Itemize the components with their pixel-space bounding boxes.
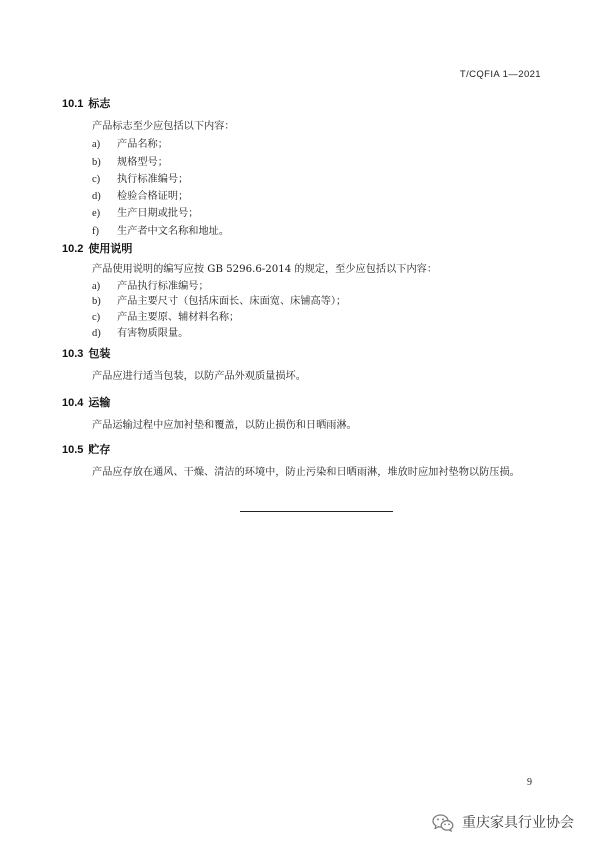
end-divider [240,511,393,512]
section-number: 10.5 [62,444,84,456]
section-heading [62,346,110,362]
section-paragraph: 产品运输过程中应加衬垫和覆盖，以防止损伤和日晒雨淋。 [92,420,357,431]
list-item-text: 执行标准编号； [117,174,189,185]
list-item-text: 有害物质限量。 [117,328,189,339]
list-marker: d) [92,191,101,202]
list-marker: f) [92,226,99,237]
list-item-text: 生产日期或批号； [117,208,199,219]
list-item [92,279,209,295]
list-item-text: 规格型号； [117,157,168,168]
list-item [92,206,199,222]
section-paragraph: 产品标志至少应包括以下内容： [92,121,235,132]
list-item [92,326,188,342]
list-marker: a) [92,281,101,292]
list-item-text: 产品执行标准编号； [117,281,209,292]
section-title: 贮存 [88,443,111,456]
section-heading [62,96,110,112]
list-item [92,172,188,188]
list-item [92,155,168,171]
list-marker: e) [92,208,101,219]
section-title: 运输 [88,396,111,409]
list-item-text: 产品名称； [117,139,168,150]
page-number: 9 [527,777,532,788]
section-title: 使用说明 [88,242,133,255]
list-marker: b) [92,296,101,307]
section-number: 10.3 [62,348,84,360]
section-paragraph: 产品应存放在通风、干燥、清洁的环境中，防止污染和日晒雨淋，堆放时应加衬垫物以防压损。 [92,467,520,478]
list-item-text: 检验合格证明； [117,191,189,202]
list-item [92,310,239,326]
wechat-icon [432,814,454,832]
list-marker: c) [92,174,101,185]
section-heading [62,241,132,257]
section-heading [62,395,110,411]
list-item [92,189,188,205]
watermark-text: 重庆家具行业协会 [462,815,574,831]
standard-code: T/CQFIA 1—2021 [459,69,541,80]
list-marker: a) [92,139,101,150]
list-item [92,294,346,310]
section-number: 10.4 [62,397,84,409]
list-item [92,224,229,240]
list-item [92,137,168,153]
watermark [432,812,574,834]
list-marker: b) [92,157,101,168]
section-number: 10.2 [62,243,84,255]
section-paragraph: 产品使用说明的编写应按 GB 5296.6-2014 的规定，至少应包括以下内容： [92,264,438,275]
section-title: 包装 [88,347,111,360]
section-heading [62,442,110,458]
list-marker: c) [92,312,101,323]
list-item-text: 产品主要原、辅材料名称； [117,312,240,323]
list-item-text: 产品主要尺寸（包括床面长、床面宽、床铺高等）； [117,296,347,307]
list-marker: d) [92,328,101,339]
list-item-text: 生产者中文名称和地址。 [117,226,230,237]
section-number: 10.1 [62,98,84,110]
section-paragraph: 产品应进行适当包装，以防产品外观质量损坏。 [92,371,306,382]
section-title: 标志 [88,97,111,110]
